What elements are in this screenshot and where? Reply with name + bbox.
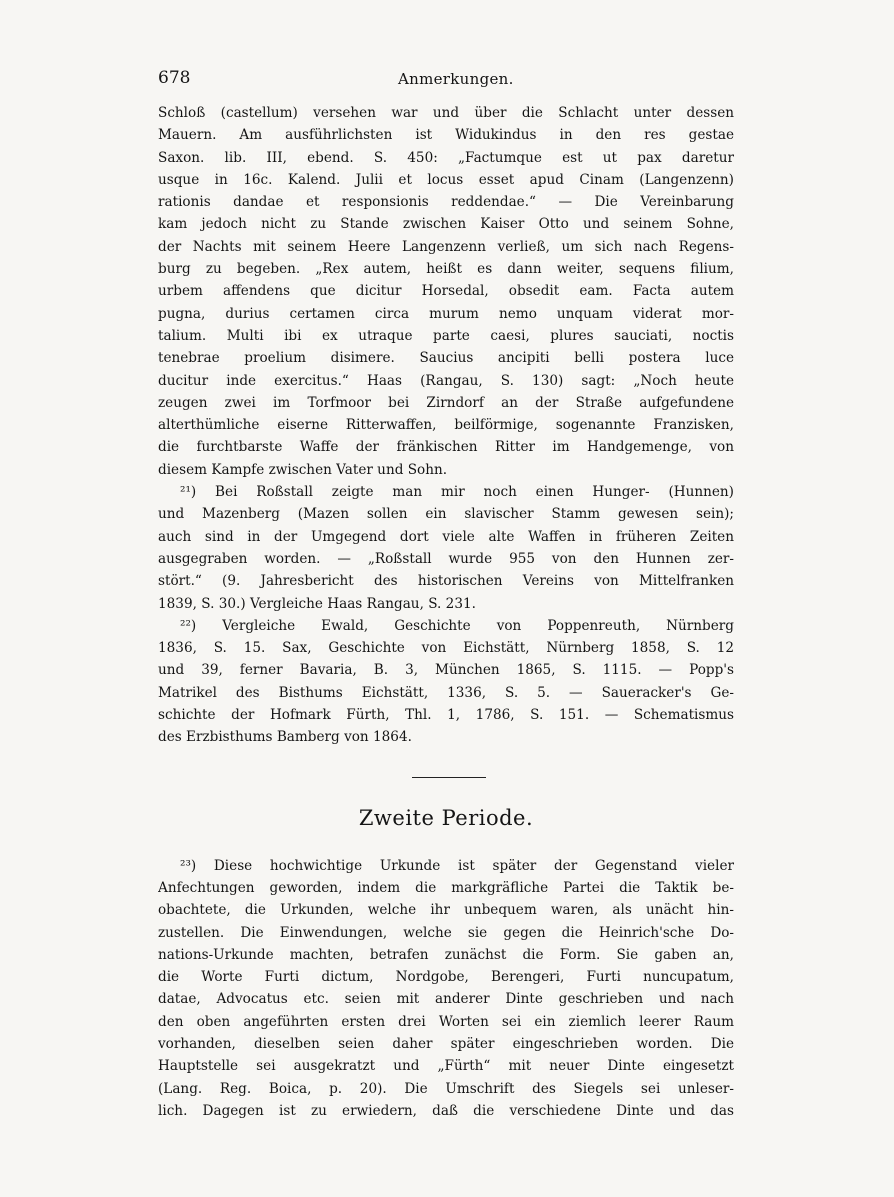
text-line: ducitur inde exercitus.“ Haas (Rangau, S. 130) sagt: „Noch heute xyxy=(158,372,734,389)
text-line: den oben angeführten ersten drei Worten sei ein ziemlich leerer Raum xyxy=(158,1013,734,1030)
text-line: diesem Kampfe zwischen Vater und Sohn. xyxy=(158,461,448,478)
text-line: burg zu begeben. „Rex autem, heißt es dann weiter, sequens filium, xyxy=(158,261,734,278)
body-text xyxy=(158,102,734,1122)
text-line: rationis dandae et responsionis reddendae.“ — Die Vereinbarung xyxy=(158,194,734,211)
text-line: zeugen zwei im Torfmoor bei Zirndorf an der Straße aufgefundene xyxy=(158,394,734,411)
text-line: Anfechtungen geworden, indem die markgräfliche Partei die Taktik be- xyxy=(158,879,734,896)
horizontal-rule xyxy=(412,777,486,778)
text-line: talium. Multi ibi ex utraque parte caesi, plures sauciati, noctis xyxy=(158,327,734,344)
text-line: der Nachts mit seinem Heere Langenzenn verließ, um sich nach Regens- xyxy=(158,238,734,255)
text-line: Schloß (castellum) versehen war und über die Schlacht unter dessen xyxy=(158,105,734,121)
text-line: die furchtbarste Waffe der fränkischen Ritter im Handgemenge, von xyxy=(158,439,734,456)
section-heading: Zweite Periode. xyxy=(358,805,534,830)
page-content xyxy=(158,66,734,1122)
footnote-first-line: ²¹) Bei Roßstall zeigte man mir noch einen Hunger- (Hunnen) xyxy=(180,484,734,501)
text-line: Saxon. lib. III, ebend. S. 450: „Factumque est ut pax daretur xyxy=(158,149,734,166)
section-divider xyxy=(158,749,734,797)
footnote-22 xyxy=(158,615,734,749)
text-line: pugna, durius certamen circa murum nemo unquam viderat mor- xyxy=(158,305,734,322)
footnote-21 xyxy=(158,481,734,615)
continued-note-paragraph xyxy=(158,102,734,481)
text-line: schichte der Hofmark Fürth, Thl. 1, 1786, S. 151. — Schematismus xyxy=(158,707,734,724)
text-line: zustellen. Die Einwendungen, welche sie gegen die Heinrich'sche Do- xyxy=(158,924,734,941)
running-head xyxy=(158,66,734,96)
text-line: kam jedoch nicht zu Stande zwischen Kaiser Otto und seinem Sohne, xyxy=(158,216,734,233)
text-line: (Lang. Reg. Boica, p. 20). Die Umschrift des Siegels sei unleser- xyxy=(158,1080,734,1097)
text-line: stört.“ (9. Jahresbericht des historischen Vereins von Mittelfranken xyxy=(158,573,734,590)
text-line: vorhanden, dieselben seien daher später eingeschrieben worden. Die xyxy=(158,1035,734,1052)
text-line: Mauern. Am ausführlichsten ist Widukindus in den res gestae xyxy=(158,127,734,144)
text-line: lich. Dagegen ist zu erwiedern, daß die verschiedene Dinte und das xyxy=(158,1102,734,1119)
text-line: Matrikel des Bisthums Eichstätt, 1336, S. 5. — Saueracker's Ge- xyxy=(158,684,734,701)
text-line: nations-Urkunde machten, betrafen zunächst die Form. Sie gaben an, xyxy=(158,946,734,963)
text-line: usque in 16c. Kalend. Julii et locus esset apud Cinam (Langenzenn) xyxy=(158,171,734,188)
page-number: 678 xyxy=(158,68,191,88)
text-line: 1839, S. 30.) Vergleiche Haas Rangau, S. 231. xyxy=(158,595,476,612)
text-line: auch sind in der Umgegend dort viele alte Waffen in früheren Zeiten xyxy=(158,528,734,545)
text-line: und 39, ferner Bavaria, B. 3, München 1865, S. 1115. — Popp's xyxy=(158,662,734,679)
text-line: und Mazenberg (Mazen sollen ein slavischer Stamm gewesen sein); xyxy=(158,506,734,523)
footnote-first-line: ²²) Vergleiche Ewald, Geschichte von Poppenreuth, Nürnberg xyxy=(180,617,734,634)
text-line: des Erzbisthums Bamberg von 1864. xyxy=(158,729,412,746)
text-line: ausgegraben worden. — „Roßstall wurde 955 von den Hunnen zer- xyxy=(158,550,734,567)
text-line: urbem affendens que dicitur Horsedal, obsedit eam. Facta autem xyxy=(158,283,734,300)
text-line: Hauptstelle sei ausgekratzt und „Fürth“ mit neuer Dinte eingesetzt xyxy=(158,1058,734,1075)
footnote-23 xyxy=(158,855,734,1123)
running-title: Anmerkungen. xyxy=(398,70,514,88)
footnote-first-line: ²³) Diese hochwichtige Urkunde ist später der Gegenstand vieler xyxy=(180,857,734,874)
text-line: obachtete, die Urkunden, welche ihr unbequem waren, als unächt hin- xyxy=(158,902,734,919)
text-line: die Worte Furti dictum, Nordgobe, Berengeri, Furti nuncupatum, xyxy=(158,969,734,986)
text-line: tenebrae proelium disimere. Saucius ancipiti belli postera luce xyxy=(158,350,734,367)
text-line: alterthümliche eiserne Ritterwaffen, beilförmige, sogenannte Franzisken, xyxy=(158,417,734,434)
text-line: 1836, S. 15. Sax, Geschichte von Eichstätt, Nürnberg 1858, S. 12 xyxy=(158,640,734,657)
text-line: datae, Advocatus etc. seien mit anderer Dinte geschrieben und nach xyxy=(158,991,734,1008)
